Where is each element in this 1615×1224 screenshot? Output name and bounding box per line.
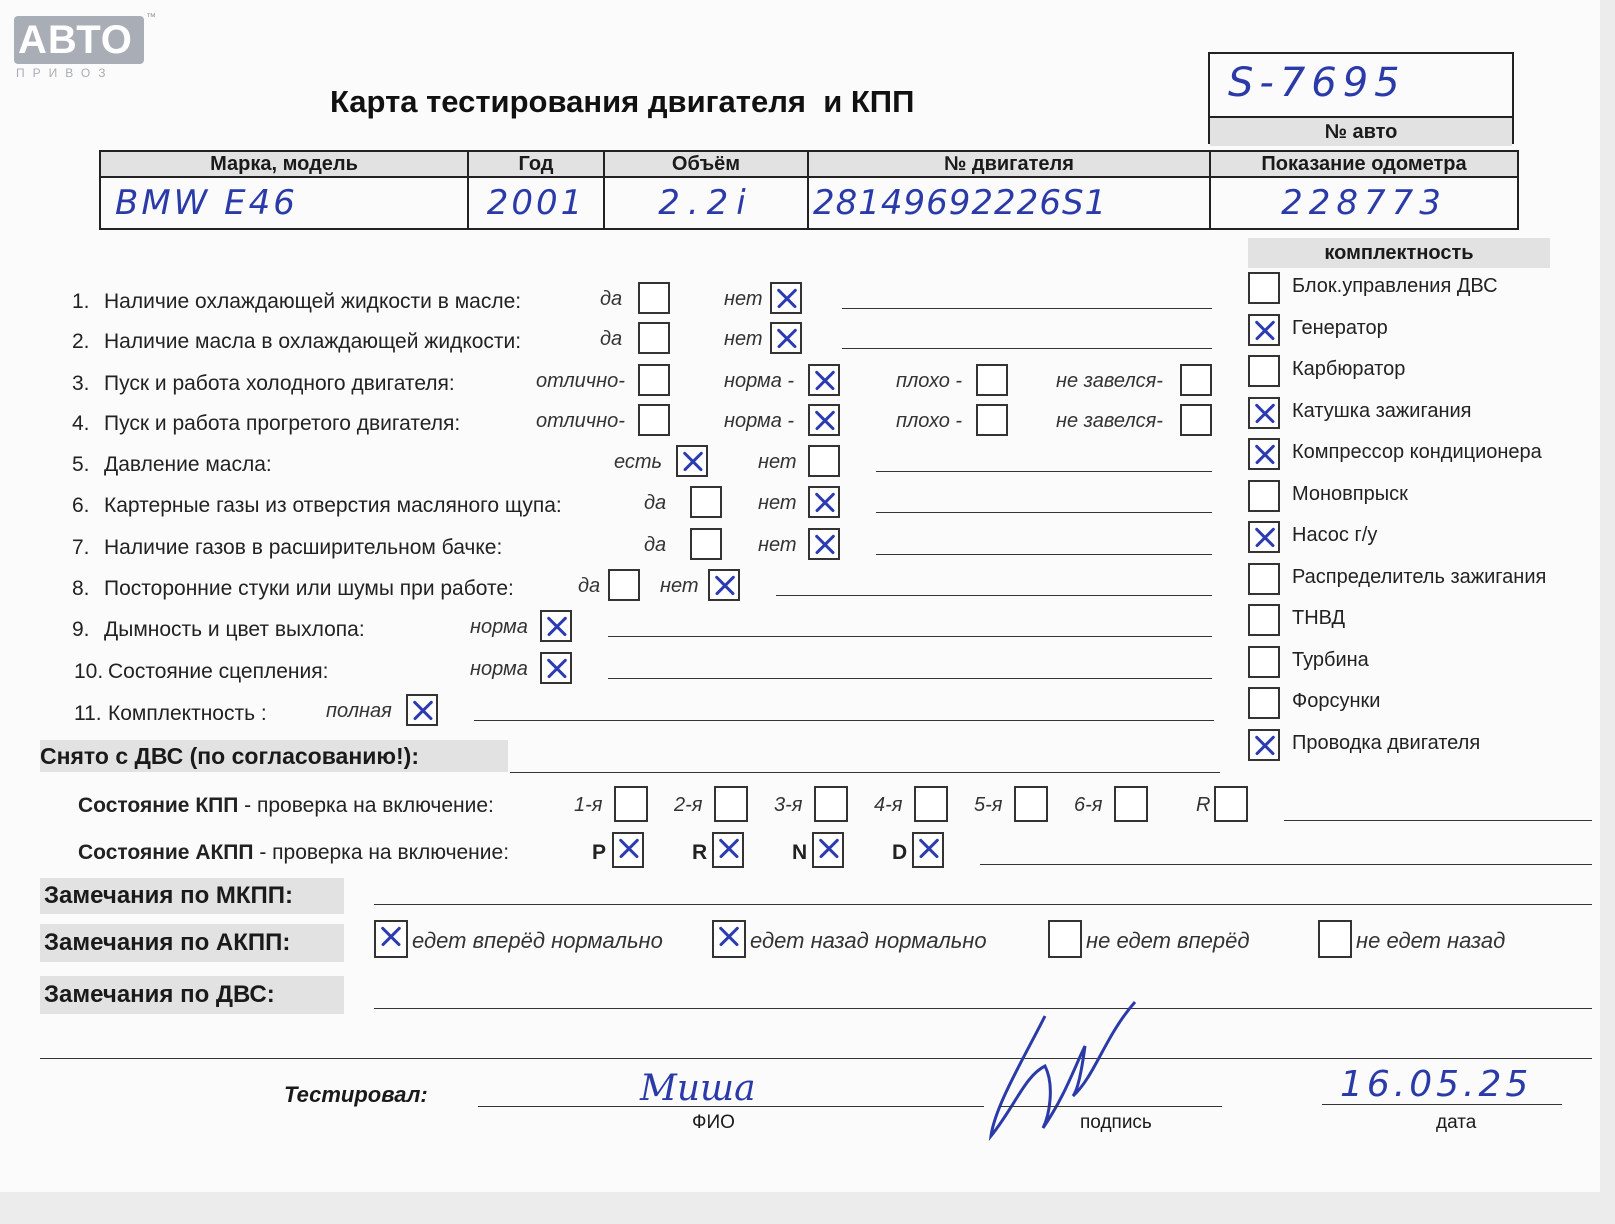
gear-checkbox[interactable] <box>614 786 648 822</box>
akpp-mode-checkbox[interactable] <box>812 832 844 868</box>
question-number: 2. <box>72 330 90 353</box>
kpp-line <box>1284 820 1592 821</box>
question-number: 5. <box>72 453 90 476</box>
akpp-mode-label: D <box>892 841 908 864</box>
option-checkbox[interactable] <box>976 404 1008 436</box>
engine-number-value: 28149692226S1 <box>813 183 1108 223</box>
col-volume: Объём <box>604 151 808 177</box>
option-label: нет <box>758 451 797 473</box>
gear-checkbox[interactable] <box>914 786 948 822</box>
question-number: 7. <box>72 536 90 559</box>
question-text: Наличие охлаждающей жидкости в масле: <box>104 290 522 313</box>
answer-line <box>876 471 1212 472</box>
option-checkbox[interactable] <box>690 528 722 560</box>
option-checkbox[interactable] <box>708 569 740 601</box>
question-number: 10. <box>74 660 104 683</box>
fio-label: ФИО <box>692 1112 735 1133</box>
auto-number-box <box>1208 52 1514 144</box>
option-label: нет <box>758 492 797 514</box>
kpp-label-bold: Состояние КПП <box>78 794 239 817</box>
gear-label: 2-я <box>674 794 703 816</box>
kit-checkbox[interactable] <box>1248 355 1280 387</box>
fio-value: Миша <box>640 1068 756 1109</box>
option-label: норма <box>470 616 528 638</box>
akpp-remark-checkbox[interactable] <box>1048 920 1082 958</box>
kpp-label-rest: - проверка на включение: <box>238 794 494 817</box>
option-label: норма <box>470 658 528 680</box>
option-checkbox[interactable] <box>808 404 840 436</box>
akpp-remark-checkbox[interactable] <box>712 920 746 958</box>
option-label: нет <box>660 575 699 597</box>
remarks-dvs-line <box>374 1008 1592 1009</box>
gear-checkbox[interactable] <box>814 786 848 822</box>
option-label: не завелся- <box>1056 370 1163 392</box>
kit-checkbox[interactable] <box>1248 480 1280 512</box>
option-label: полная <box>326 700 392 722</box>
answer-line <box>474 720 1214 721</box>
question-number: 6. <box>72 494 90 517</box>
date-value: 16.05.25 <box>1340 1064 1533 1105</box>
signature-label: подпись <box>1080 1112 1152 1133</box>
akpp-mode-label: R <box>692 841 708 864</box>
question-text: Пуск и работа холодного двигателя: <box>104 372 455 395</box>
gear-checkbox[interactable] <box>1114 786 1148 822</box>
kit-checkbox[interactable] <box>1248 438 1280 470</box>
kit-item-label: Карбюратор <box>1292 358 1406 380</box>
option-checkbox[interactable] <box>406 694 438 726</box>
option-checkbox[interactable] <box>608 569 640 601</box>
question-text: Посторонние стуки или шумы при работе: <box>104 577 514 600</box>
question-text: Комплектность : <box>108 702 267 725</box>
option-checkbox[interactable] <box>808 445 840 477</box>
gear-label: 5-я <box>974 794 1003 816</box>
odometer-value: 228773 <box>1281 183 1447 223</box>
question-number: 9. <box>72 618 90 641</box>
option-checkbox[interactable] <box>676 445 708 477</box>
option-checkbox[interactable] <box>638 282 670 314</box>
option-checkbox[interactable] <box>690 486 722 518</box>
option-checkbox[interactable] <box>1180 404 1212 436</box>
question-text: Наличие масла в охлаждающей жидкости: <box>104 330 522 353</box>
answer-line <box>608 636 1212 637</box>
question-text: Картерные газы из отверстия масляного щупа: <box>104 494 562 517</box>
option-checkbox[interactable] <box>1180 364 1212 396</box>
akpp-line <box>980 864 1592 865</box>
year-value: 2001 <box>486 183 586 223</box>
option-label: да <box>644 534 667 556</box>
answer-line <box>608 678 1212 679</box>
option-label: да <box>600 328 623 350</box>
question-text: Дымность и цвет выхлопа: <box>104 618 365 641</box>
option-label: норма - <box>724 370 795 392</box>
tested-label: Тестировал: <box>284 1082 428 1107</box>
kit-checkbox[interactable] <box>1248 272 1280 304</box>
vehicle-header-table <box>99 150 1519 230</box>
kit-item-label: Компрессор кондиционера <box>1292 441 1542 463</box>
akpp-mode-label: N <box>792 841 808 864</box>
kit-checkbox[interactable] <box>1248 563 1280 595</box>
remarks-extra-line <box>40 1058 1592 1059</box>
akpp-mode-checkbox[interactable] <box>712 832 744 868</box>
auto-number-label: № авто <box>1210 116 1512 146</box>
option-checkbox[interactable] <box>808 486 840 518</box>
kit-checkbox[interactable] <box>1248 687 1280 719</box>
logo-tm: ™ <box>146 12 156 23</box>
option-label: плохо - <box>896 410 963 432</box>
remarks-akpp-label: Замечания по АКПП: <box>40 924 344 962</box>
gear-label: 1-я <box>574 794 603 816</box>
kit-item-label: Моновпрыск <box>1292 482 1408 505</box>
akpp-mode-checkbox[interactable] <box>612 832 644 868</box>
kit-item-label: Распределитель зажигания <box>1292 565 1547 588</box>
question-text: Состояние сцепления: <box>108 660 329 683</box>
option-label: не завелся- <box>1056 410 1163 432</box>
answer-line <box>876 512 1212 513</box>
question-text: Пуск и работа прогретого двигателя: <box>104 412 461 435</box>
option-label: норма - <box>724 410 795 432</box>
option-checkbox[interactable] <box>638 364 670 396</box>
question-number: 3. <box>72 372 90 395</box>
akpp-remark-label: не едет вперёд <box>1086 928 1250 953</box>
option-checkbox[interactable] <box>808 364 840 396</box>
option-checkbox[interactable] <box>638 322 670 354</box>
kit-item-label: ТНВД <box>1292 607 1346 629</box>
make-model-value: BMW E46 <box>115 183 298 223</box>
option-label: отлично- <box>536 410 625 432</box>
kit-item-label: Форсунки <box>1292 690 1381 712</box>
gear-label: 6-я <box>1074 794 1103 816</box>
gear-label: R <box>1196 794 1211 816</box>
akpp-remark-checkbox[interactable] <box>1318 920 1352 958</box>
kit-checkbox[interactable] <box>1248 646 1280 678</box>
kit-item-label: Проводка двигателя <box>1292 731 1481 754</box>
akpp-remark-label: едет вперёд нормально <box>412 928 663 953</box>
kit-checkbox[interactable] <box>1248 729 1280 761</box>
gear-checkbox[interactable] <box>1214 786 1248 822</box>
gear-label: 3-я <box>774 794 803 816</box>
kit-item-label: Насос г/у <box>1292 524 1378 546</box>
question-number: 1. <box>72 290 90 313</box>
option-label: нет <box>758 534 797 556</box>
logo-text: АВТО <box>18 18 133 62</box>
volume-value: 2.2i <box>658 183 754 223</box>
fio-line <box>478 1106 984 1107</box>
logo-subtext: ПРИВОЗ <box>16 66 114 80</box>
akpp-remark-label: едет назад нормально <box>750 928 987 953</box>
kit-checkbox[interactable] <box>1248 397 1280 429</box>
kpp-label <box>78 794 494 818</box>
option-label: да <box>644 492 667 514</box>
answer-line <box>776 595 1212 596</box>
signature-line <box>1000 1106 1222 1107</box>
removed-label: Снято с ДВС (по согласованию!): <box>40 740 508 772</box>
col-engine-number: № двигателя <box>808 151 1210 177</box>
page-title: Карта тестирования двигателя и КПП <box>330 84 915 119</box>
question-number: 11. <box>74 702 102 725</box>
answer-line <box>842 308 1212 309</box>
kit-item-label: Генератор <box>1292 316 1388 339</box>
col-year: Год <box>468 151 604 177</box>
kit-item-label: Турбина <box>1292 648 1369 671</box>
option-label: есть <box>614 451 663 473</box>
option-checkbox[interactable] <box>808 528 840 560</box>
option-checkbox[interactable] <box>540 610 572 642</box>
option-checkbox[interactable] <box>976 364 1008 396</box>
kit-title: комплектность <box>1248 238 1550 268</box>
removed-line <box>510 772 1220 773</box>
akpp-label-rest: - проверка на включение: <box>253 841 510 864</box>
remarks-dvs-label: Замечания по ДВС: <box>40 976 344 1014</box>
option-label: да <box>578 575 601 597</box>
remarks-mkpp-line <box>374 904 1592 905</box>
akpp-label <box>78 841 509 865</box>
kit-item-label: Блок.управления ДВС <box>1292 275 1498 297</box>
option-checkbox[interactable] <box>770 282 802 314</box>
kit-checkbox[interactable] <box>1248 521 1280 553</box>
option-label: нет <box>724 288 763 310</box>
option-checkbox[interactable] <box>770 322 802 354</box>
gear-checkbox[interactable] <box>714 786 748 822</box>
col-odometer: Показание одометра <box>1210 151 1518 177</box>
question-text: Наличие газов в расширительном бачке: <box>104 536 503 559</box>
question-number: 8. <box>72 577 90 600</box>
gear-checkbox[interactable] <box>1014 786 1048 822</box>
auto-number-value: S-7695 <box>1228 60 1406 106</box>
akpp-label-bold: Состояние АКПП <box>78 841 254 864</box>
answer-line <box>842 348 1212 349</box>
gear-label: 4-я <box>874 794 903 816</box>
date-label: дата <box>1436 1112 1477 1133</box>
kit-checkbox[interactable] <box>1248 314 1280 346</box>
logo <box>14 16 144 64</box>
option-label: нет <box>724 328 763 350</box>
question-number: 4. <box>72 412 90 435</box>
option-label: отлично- <box>536 370 625 392</box>
date-line <box>1322 1104 1562 1105</box>
akpp-mode-label: P <box>592 841 607 864</box>
answer-line <box>876 554 1212 555</box>
kit-item-label: Катушка зажигания <box>1292 399 1472 422</box>
option-label: да <box>600 288 623 310</box>
kit-checkbox[interactable] <box>1248 604 1280 636</box>
akpp-remark-checkbox[interactable] <box>374 920 408 958</box>
option-checkbox[interactable] <box>540 652 572 684</box>
option-checkbox[interactable] <box>638 404 670 436</box>
col-make-model: Марка, модель <box>100 151 468 177</box>
akpp-remark-label: не едет назад <box>1356 928 1506 953</box>
option-label: плохо - <box>896 370 963 392</box>
akpp-mode-checkbox[interactable] <box>912 832 944 868</box>
question-text: Давление масла: <box>104 453 272 476</box>
remarks-mkpp-label: Замечания по МКПП: <box>40 878 344 914</box>
